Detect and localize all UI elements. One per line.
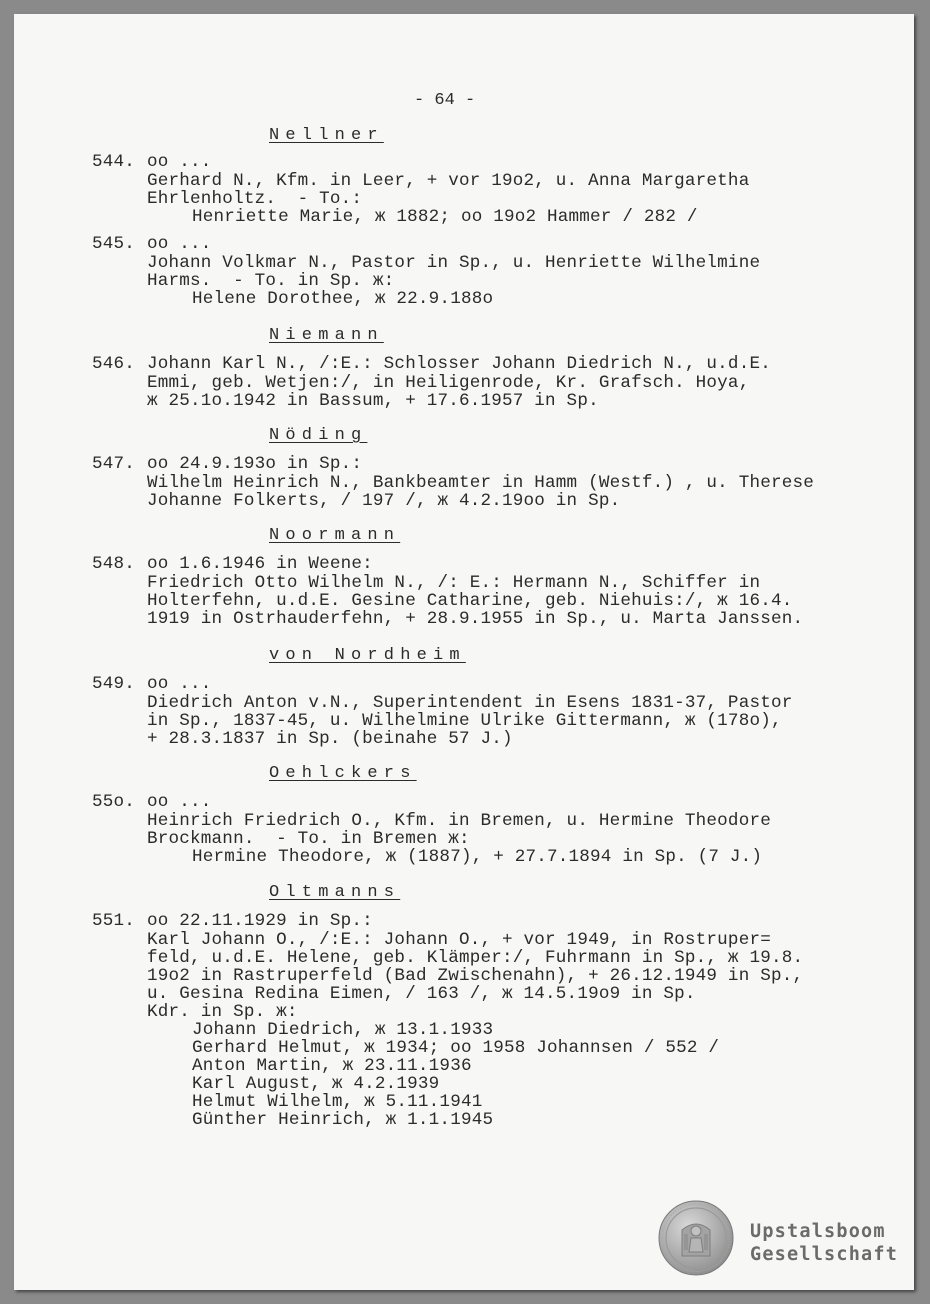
child-line: Karl August, ж 4.2.1939 bbox=[192, 1074, 440, 1094]
entry-number: 545. bbox=[92, 234, 136, 254]
heading-nellner: Nellner bbox=[269, 126, 384, 145]
entry-number: 55o. bbox=[92, 792, 136, 812]
child-line: Gerhard Helmut, ж 1934; oo 1958 Johannsen / 552 / bbox=[192, 1038, 720, 1058]
child-line: Helmut Wilhelm, ж 5.11.1941 bbox=[192, 1092, 483, 1112]
page-number: - 64 - bbox=[414, 91, 476, 110]
heading-noormann: Noormann bbox=[269, 526, 401, 545]
entry-line: ж 25.1o.1942 in Bassum, + 17.6.1957 in Sp. bbox=[147, 391, 599, 411]
entry-line: Henriette Marie, ж 1882; oo 19o2 Hammer / 282 / bbox=[192, 207, 698, 227]
entry-line: in Sp., 1837-45, u. Wilhelmine Ulrike Gittermann, ж (178o), bbox=[147, 711, 782, 731]
entry-line: Johann Volkmar N., Pastor in Sp., u. Henriette Wilhelmine bbox=[147, 253, 761, 273]
entry-number: 547. bbox=[92, 454, 136, 474]
brand-line-1: Upstalsboom bbox=[750, 1221, 886, 1242]
entry-line: Heinrich Friedrich O., Kfm. in Bremen, u. Hermine Theodore bbox=[147, 811, 771, 831]
entry-line: oo ... bbox=[147, 234, 212, 254]
child-line: Günther Heinrich, ж 1.1.1945 bbox=[192, 1110, 494, 1130]
entry-line: Wilhelm Heinrich N., Bankbeamter in Hamm (Westf.) , u. Therese bbox=[147, 473, 814, 493]
heading-oltmanns: Oltmanns bbox=[269, 883, 401, 902]
entry-line: oo ... bbox=[147, 152, 212, 172]
entry-line: 19o2 in Rastruperfeld (Bad Zwischenahn), + 26.12.1949 in Sp., bbox=[147, 966, 804, 986]
entry-line: Emmi, geb. Wetjen:/, in Heiligenrode, Kr. Grafsch. Hoya, bbox=[147, 373, 750, 393]
heading-niemann: Niemann bbox=[269, 326, 384, 345]
child-line: Johann Diedrich, ж 13.1.1933 bbox=[192, 1020, 494, 1040]
entry-line: Hermine Theodore, ж (1887), + 27.7.1894 in Sp. (7 J.) bbox=[192, 847, 763, 867]
entry-line: feld, u.d.E. Helene, geb. Klämper:/, Fuhrmann in Sp., ж 19.8. bbox=[147, 948, 804, 968]
entry-line: Harms. - To. in Sp. ж: bbox=[147, 271, 395, 291]
entry-line: Friedrich Otto Wilhelm N., /: E.: Hermann N., Schiffer in bbox=[147, 573, 761, 593]
entry-line: u. Gesina Redina Eimen, / 163 /, ж 14.5.19o9 in Sp. bbox=[147, 984, 696, 1004]
entry-line: oo 1.6.1946 in Weene: bbox=[147, 554, 373, 574]
entry-line: Johanne Folkerts, / 197 /, ж 4.2.19oo in Sp. bbox=[147, 491, 621, 511]
heading-noeding: Nöding bbox=[269, 426, 368, 445]
entry-line: oo 24.9.193o in Sp.: bbox=[147, 454, 363, 474]
entry-line: Kdr. in Sp. ж: bbox=[147, 1002, 298, 1022]
entry-line: Gerhard N., Kfm. in Leer, + vor 19o2, u. Anna Margaretha bbox=[147, 171, 750, 191]
entry-line: oo ... bbox=[147, 792, 212, 812]
entry-line: + 28.3.1837 in Sp. (beinahe 57 J.) bbox=[147, 729, 513, 749]
child-line: Anton Martin, ж 23.11.1936 bbox=[192, 1056, 472, 1076]
entry-line: Brockmann. - To. in Bremen ж: bbox=[147, 829, 470, 849]
entry-line: Karl Johann O., /:E.: Johann O., + vor 1949, in Rostruper= bbox=[147, 930, 771, 950]
entry-number: 544. bbox=[92, 152, 136, 172]
entry-line: oo 22.11.1929 in Sp.: bbox=[147, 911, 373, 931]
entry-line: Ehrlenholtz. - To.: bbox=[147, 189, 363, 209]
entry-line: Helene Dorothee, ж 22.9.188o bbox=[192, 289, 494, 309]
entry-number: 551. bbox=[92, 911, 136, 931]
entry-number: 546. bbox=[92, 354, 136, 374]
society-seal-icon bbox=[658, 1200, 734, 1276]
brand-line-2: Gesellschaft bbox=[750, 1244, 899, 1265]
entry-number: 549. bbox=[92, 674, 136, 694]
entry-line: oo ... bbox=[147, 674, 212, 694]
entry-line: Diedrich Anton v.N., Superintendent in Esens 1831-37, Pastor bbox=[147, 693, 793, 713]
entry-line: Johann Karl N., /:E.: Schlosser Johann Diedrich N., u.d.E. bbox=[147, 354, 771, 374]
society-wordmark bbox=[750, 1220, 898, 1266]
heading-oehlckers: Oehlckers bbox=[269, 764, 417, 783]
entry-line: 1919 in Ostrhauderfehn, + 28.9.1955 in Sp., u. Marta Janssen. bbox=[147, 609, 804, 629]
heading-von-nordheim: von Nordheim bbox=[269, 646, 466, 665]
entry-line: Holterfehn, u.d.E. Gesine Catharine, geb. Niehuis:/, ж 16.4. bbox=[147, 591, 793, 611]
document-page bbox=[14, 14, 914, 1290]
entry-number: 548. bbox=[92, 554, 136, 574]
